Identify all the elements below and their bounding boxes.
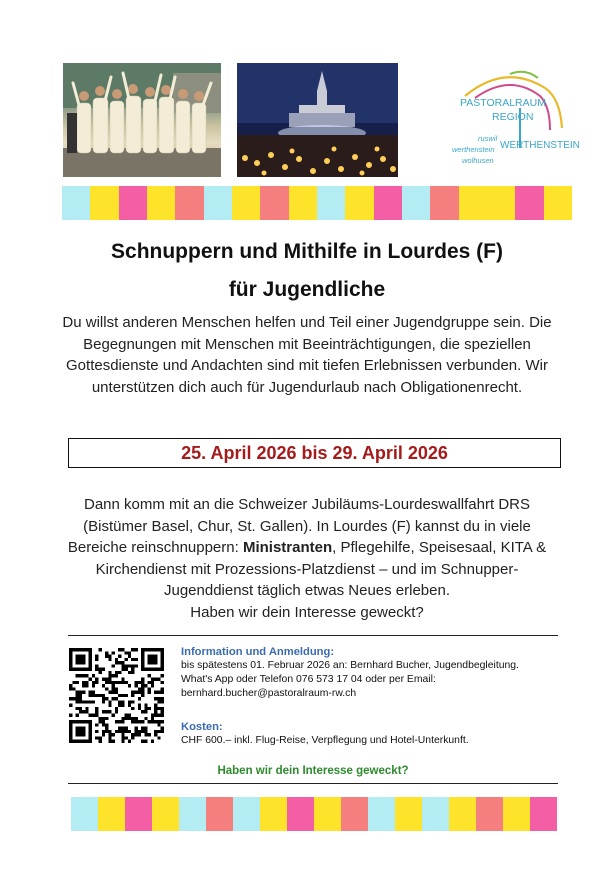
logo-place-1: ruswil — [478, 134, 498, 143]
stripe-block — [204, 186, 232, 220]
stripe-block — [374, 186, 402, 220]
logo-place-2: werthenstein — [452, 145, 495, 154]
stripe-block — [476, 797, 503, 831]
info-line-2: What's App oder Telefon 076 573 17 04 oder per Email: — [181, 674, 436, 685]
youth-group-photo — [63, 63, 221, 177]
stripe-block — [206, 797, 233, 831]
body-text-before: Dann komm mit an die Schweizer Jubiläums-Lourdeswallfahrt DRS (Bistümer Basel, Chur, St. Gallen). In Lourdes (F) kannst du in viele Bereiche reinschnuppern: — [67, 496, 531, 556]
intro-paragraph: Du willst anderen Menschen helfen und Teil einer Jugendgruppe sein. Die Begegnungen mit Menschen mit Beeinträchtigungen, die speziellen Gottesdienste und Andachten sind mit tiefen Erlebnissen verbunden. Wir unterstützen dich auch für Jugendurlaub nach Obligationenrecht. — [62, 314, 552, 396]
stripe-block — [260, 797, 287, 831]
stripe-block — [152, 797, 179, 831]
stripe-block — [175, 186, 203, 220]
stripe-block — [287, 797, 314, 831]
stripe-block — [260, 186, 288, 220]
stripe-block — [179, 797, 206, 831]
color-stripe-bottom — [71, 797, 557, 831]
stripe-block — [449, 797, 476, 831]
stripe-block — [125, 797, 152, 831]
color-stripe-top — [62, 186, 572, 220]
stripe-block — [232, 186, 260, 220]
costs-section — [181, 720, 469, 748]
qr-code[interactable] — [69, 648, 164, 743]
costs-heading: Kosten: — [181, 721, 223, 733]
body-paragraph — [62, 494, 552, 623]
stripe-block — [368, 797, 395, 831]
stripe-block — [345, 186, 373, 220]
body-question: Haben wir dein Interesse geweckt? — [190, 603, 424, 621]
date-range-box: 25. April 2026 bis 29. April 2026 — [68, 438, 561, 468]
info-heading: Information und Anmeldung: — [181, 646, 335, 658]
stripe-block — [71, 797, 98, 831]
stripe-block — [62, 186, 90, 220]
divider-top — [68, 635, 558, 636]
stripe-block — [147, 186, 175, 220]
stripe-block — [98, 797, 125, 831]
pastoralraum-logo — [450, 68, 580, 178]
slogan: Haben wir dein Interesse geweckt? — [217, 765, 409, 777]
stripe-block — [530, 797, 557, 831]
stripe-block — [90, 186, 118, 220]
stripe-block — [544, 186, 572, 220]
title-line-1: Schnuppern und Mithilfe in Lourdes (F) — [111, 240, 503, 263]
body-text-bold: Ministranten — [242, 539, 333, 556]
stripe-block — [503, 797, 530, 831]
logo-place-3: wolhusen — [462, 156, 494, 165]
info-email-link[interactable]: bernhard.bucher@pastoralraum-rw.ch — [181, 688, 357, 699]
stripe-block — [422, 797, 449, 831]
stripe-block — [515, 186, 543, 220]
stripe-block — [395, 797, 422, 831]
info-line-1: bis spätestens 01. Februar 2026 an: Bernhard Bucher, Jugendbegleitung. — [181, 660, 519, 671]
title-line-2: für Jugendliche — [228, 278, 386, 301]
costs-line-1: CHF 600.– inkl. Flug-Reise, Verpflegung und Hotel-Unterkunft. — [181, 735, 469, 746]
body-text-after: , Pflegehilfe, Speisesaal, KITA & Kirchendienst mit Prozessions-Platzdienst – und im Schnupper-Jugenddienst täglich etwas Neues erleben. — [95, 539, 547, 599]
lourdes-basilica-photo — [237, 63, 398, 177]
stripe-block — [317, 186, 345, 220]
stripe-block — [233, 797, 260, 831]
stripe-block — [459, 186, 487, 220]
stripe-block — [314, 797, 341, 831]
stripe-block — [487, 186, 515, 220]
page-title — [40, 233, 574, 309]
stripe-block — [119, 186, 147, 220]
logo-line2: REGION — [492, 111, 534, 123]
stripe-block — [289, 186, 317, 220]
stripe-block — [402, 186, 430, 220]
info-section — [181, 645, 519, 701]
stripe-block — [430, 186, 458, 220]
stripe-block — [341, 797, 368, 831]
logo-line3: WERTHENSTEIN — [500, 140, 580, 151]
logo-line1: PASTORALRAUM — [460, 97, 546, 109]
divider-bottom — [68, 783, 558, 784]
